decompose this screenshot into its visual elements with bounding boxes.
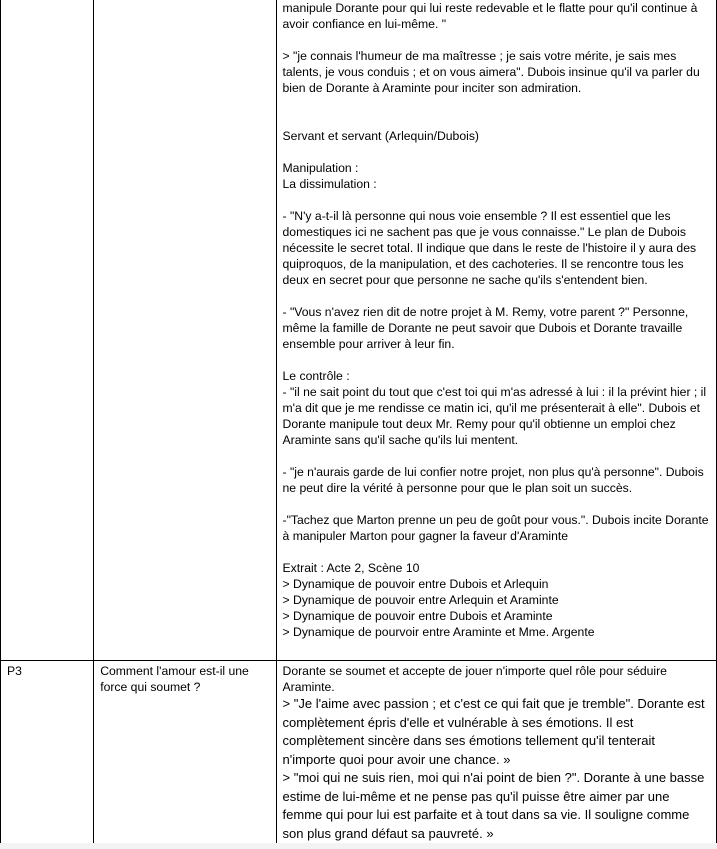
paragraph: > Dynamique de pourvoir entre Araminte et Mme. Argente [282,625,595,639]
paragraph: > Dynamique de pouvoir entre Arlequin et Araminte [282,593,559,607]
row2-question-cell: Comment l'amour est-il une force qui soumet ? [94,661,276,844]
row2-quote-2: > "moi qui ne suis rien, moi qui n'ai point de bien ?". Dorante à une basse estime de lui-même et ne pense pas qu'il puisse être aimer par une femme qui pour lui est parfaite et à tout dans sa vie. Il souligne comme son plus grand défaut sa pauvreté. » [282,770,708,841]
paragraph: - "je n'aurais garde de lui confier notre projet, non plus qu'à personne". Dubois ne peut dire la vérité à personne pour que le plan soit un succès. [282,465,708,495]
paragraph: - "Vous n'avez rien dit de notre projet à M. Remy, votre parent ?" Personne, même la famille de Dorante ne peut savoir que Dubois et Dorante travaille ensemble pour arriver à leur fin. [282,305,692,351]
paragraph: > "je connais l'humeur de ma maîtresse ; je sais votre mérite, je sais mes talents, je vous conduis ; et on vous aimera". Dubois insinue qu'il va parler du bien de Dorante à Araminte pour inciter son admiration. [282,49,704,95]
row1-col1-cell [1,0,94,661]
paragraph-spacer [283,192,710,208]
paragraph: Manipulation : [282,161,359,175]
row1-col2-cell [94,0,276,661]
paragraph-spacer [283,496,710,512]
paragraph-spacer [283,352,710,368]
table-row [1,0,717,661]
paragraph-spacer [283,448,710,464]
paragraph: -"Tachez que Marton prenne un peu de goût pour vous.". Dubois incite Dorante à manipuler Marton pour gagner la faveur d'Araminte [282,513,712,543]
paragraph: Extrait : Acte 2, Scène 10 [282,561,420,575]
paragraph-spacer [283,96,710,128]
paragraph: - "N'y a-t-il là personne qui nous voie ensemble ? Il est essentiel que les domestiques ici ne sachent pas que je vous connaisse." Le plan de Dubois nécessite le secret total. Il indique que dans le reste de l'histoire il y aura des quiproquos, de la manipulation, et des cachoteries. Il se rencontre tous les deux en secret pour que personne ne sache qu'ils s'entendent bien. [282,209,700,287]
paragraph: - "il ne sait point du tout que c'est toi qui m'as adressé à lui : il la prévint hier ; il m'a dit que je me rendisse ce matin ici, qu'il me présenterait à elle". Dubois et Dorante manipule tout deux Mr. Remy pour qu'il obtienne un emploi chez Araminte sans qu'il sache qu'ils lui mentent. [282,385,710,447]
paragraph: Servant et servant (Arlequin/Dubois) [282,129,479,143]
paragraph-spacer [283,288,710,304]
row2-analysis-cell [276,661,716,844]
paragraph: manipule Dorante pour qui lui reste redevable et le flatte pour qu'il continue à avoir confiance en lui-même. " [282,1,701,31]
page-bottom-band [0,843,717,849]
row1-col3-cell [276,0,716,661]
paragraph: La dissimulation : [282,177,377,191]
paragraph: Le contrôle : [282,369,350,383]
row2-label-cell: P3 [1,661,94,844]
row2-intro: Dorante se soumet et accepte de jouer n'importe quel rôle pour séduire Araminte. [282,664,670,694]
paragraph-spacer [283,32,710,48]
paragraph-spacer [283,144,710,160]
paragraph: > Dynamique de pouvoir entre Dubois et Arlequin [282,577,549,591]
paragraph-spacer [283,544,710,560]
table-row [1,661,717,844]
paragraph: > Dynamique de pouvoir entre Dubois et Araminte [282,609,553,623]
row2-quote-1: > "Je l'aime avec passion ; et c'est ce qui fait que je tremble". Dorante est complètement épris d'elle et vulnérable à ses émotions. Il est complètement sincère dans ses émotions tellement qu'il tenterait n'importe quoi pour avoir une chance. » [282,696,709,767]
